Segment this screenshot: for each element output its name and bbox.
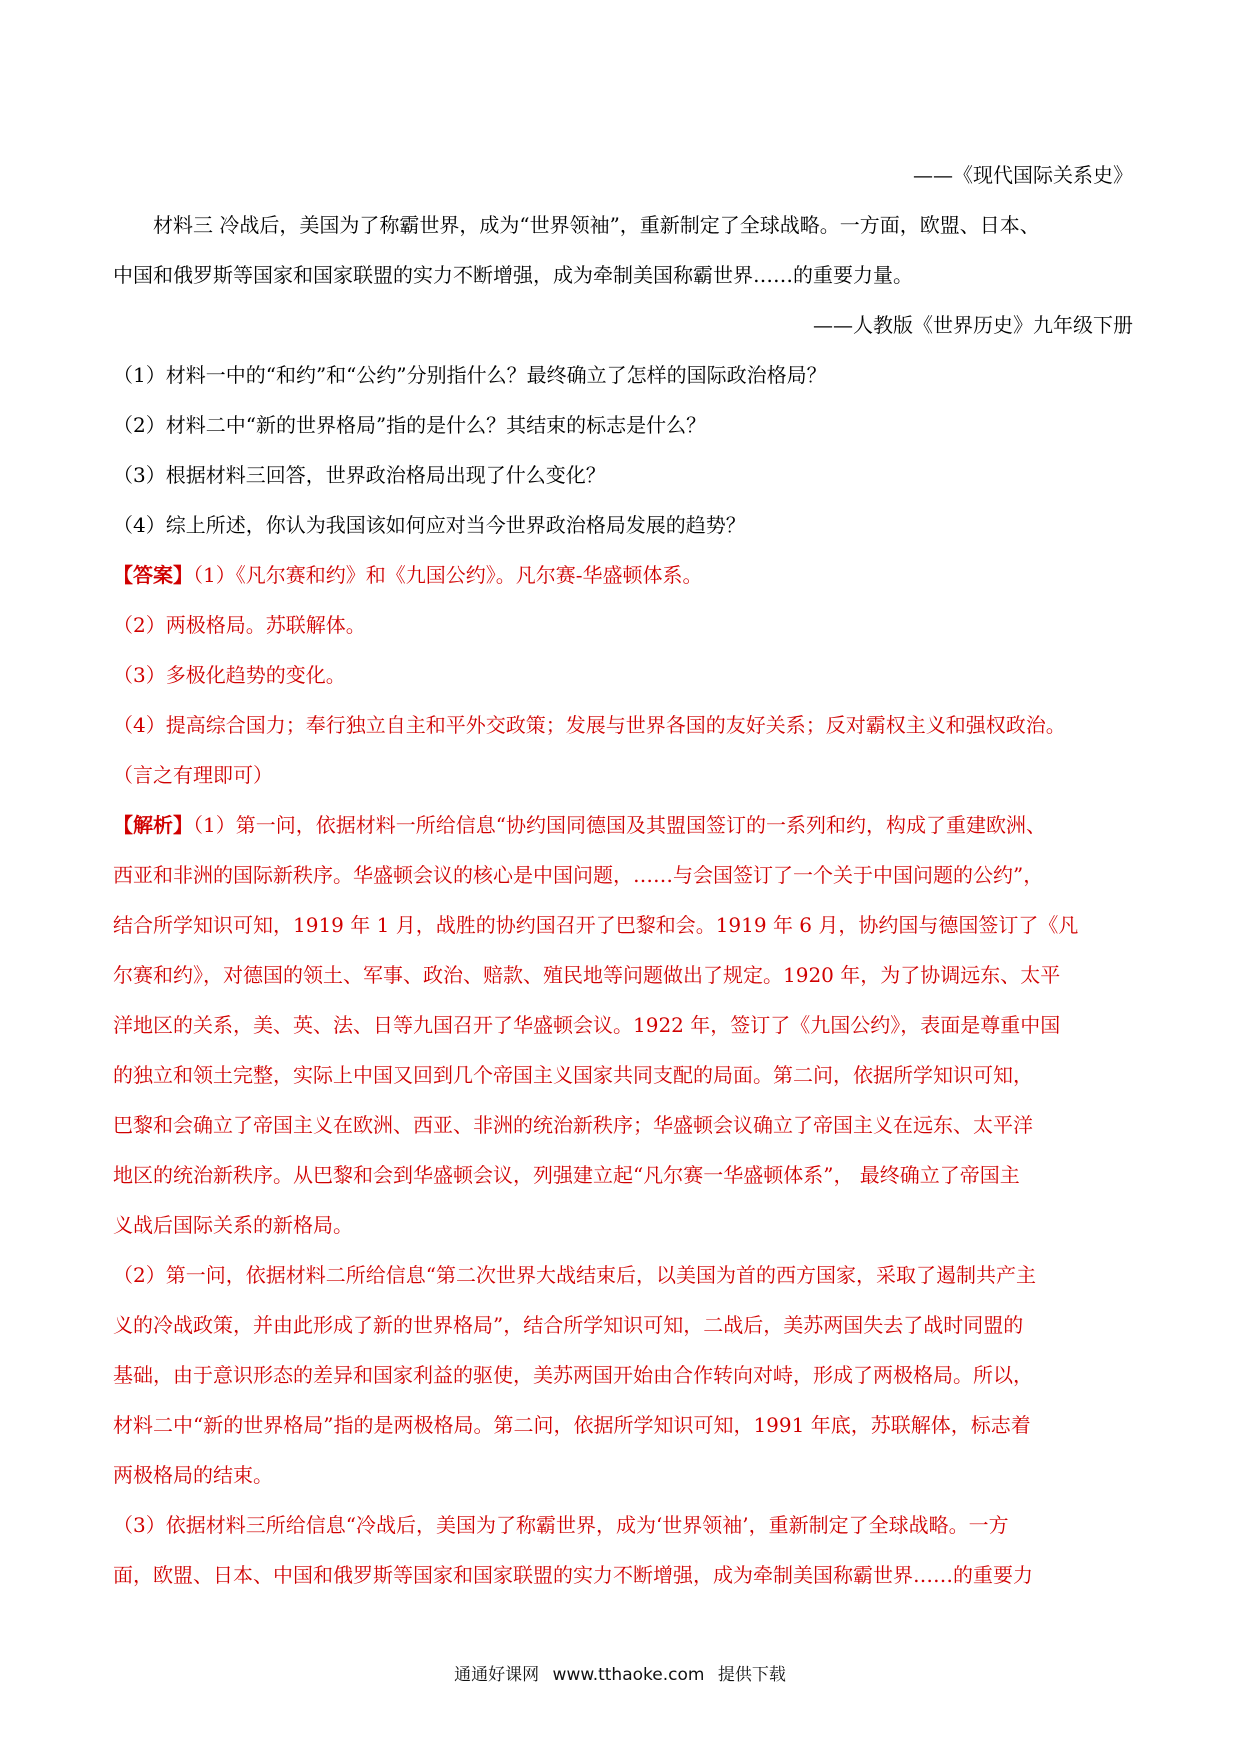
analysis-line-8: 地区的统治新秩序。从巴黎和会到华盛顿会议，列强建立起“凡尔赛一华盛顿体系”， 最终确立了帝国主 (113, 1163, 1020, 1187)
analysis-line-11: 义的冷战政策，并由此形成了新的世界格局”，结合所学知识可知，二战后，美苏两国失去了战时同盟的 (113, 1313, 1024, 1337)
question-4: （4）综上所述，你认为我国该如何应对当今世界政治格局发展的趋势？ (113, 513, 746, 537)
answer-line-5: （言之有理即可） (113, 763, 273, 787)
analysis-line-14: 两极格局的结束。 (113, 1463, 273, 1487)
material-three-line-1: 材料三 冷战后，美国为了称霸世界，成为“世界领袖”，重新制定了全球战略。一方面，欧盟、日本、 (153, 213, 1040, 237)
material-three-line-2: 中国和俄罗斯等国家和国家联盟的实力不断增强，成为牵制美国称霸世界……的重要力量。 (113, 263, 913, 287)
question-3: （3）根据材料三回答，世界政治格局出现了什么变化？ (113, 463, 606, 487)
analysis-line-10: （2）第一问，依据材料二所给信息“第二次世界大战结束后，以美国为首的西方国家，采取了遏制共产主 (113, 1263, 1036, 1287)
analysis-line-15: （3）依据材料三所给信息“冷战后，美国为了称霸世界，成为‘世界领袖’，重新制定了全球战略。一方 (113, 1513, 1009, 1537)
analysis-line-3: 结合所学知识可知，1919 年 1 月，战胜的协约国召开了巴黎和会。1919 年 6 月，协约国与德国签订了《凡 (113, 913, 1079, 937)
material-two-source: ——《现代国际关系史》 (913, 163, 1133, 187)
answer-line-3: （3）多极化趋势的变化。 (113, 663, 346, 687)
analysis-text-1: （1）第一问，依据材料一所给信息“协约国同德国及其盟国签订的一系列和约，构成了重建欧洲、 (193, 813, 1046, 837)
answer-label: 【答案】 (113, 563, 193, 587)
question-1: （1）材料一中的“和约”和“公约”分别指什么？最终确立了怎样的国际政治格局？ (113, 363, 827, 387)
analysis-line-5: 洋地区的关系，美、英、法、日等九国召开了华盛顿会议。1922 年，签订了《九国公约》，表面是尊重中国 (113, 1013, 1061, 1037)
footer-suffix: 提供下载 (717, 1665, 786, 1685)
analysis-line-6: 的独立和领土完整，实际上中国又回到几个帝国主义国家共同支配的局面。第二问，依据所学知识可知， (113, 1063, 1033, 1087)
page-footer (0, 1660, 1240, 1685)
question-2: （2）材料二中“新的世界格局”指的是什么？其结束的标志是什么？ (113, 413, 707, 437)
document-page (113, 150, 1133, 1600)
analysis-line-13: 材料二中“新的世界格局”指的是两极格局。第二问，依据所学知识可知，1991 年底，苏联解体，标志着 (113, 1413, 1031, 1437)
analysis-line-7: 巴黎和会确立了帝国主义在欧洲、西亚、非洲的统治新秩序；华盛顿会议确立了帝国主义在远东、太平洋 (113, 1113, 1033, 1137)
answer-line-4: （4）提高综合国力；奉行独立自主和平外交政策；发展与世界各国的友好关系；反对霸权主义和强权政治。 (113, 713, 1066, 737)
analysis-line-12: 基础，由于意识形态的差异和国家利益的驱使，美苏两国开始由合作转向对峙，形成了两极格局。所以， (113, 1363, 1033, 1387)
analysis-line-2: 西亚和非洲的国际新秩序。华盛顿会议的核心是中国问题，……与会国签订了一个关于中国问题的公约”， (113, 863, 1044, 887)
material-three-source: ——人教版《世界历史》九年级下册 (813, 313, 1133, 337)
analysis-line-4: 尔赛和约》，对德国的领土、军事、政治、赔款、殖民地等问题做出了规定。1920 年，为了协调远东、太平 (113, 963, 1061, 987)
footer-url[interactable]: www.tthaoke.com (552, 1665, 705, 1685)
analysis-line-9: 义战后国际关系的新格局。 (113, 1213, 353, 1237)
analysis-label: 【解析】 (113, 813, 193, 837)
footer-site-name: 通通好课网 (454, 1665, 540, 1685)
answer-text-1: （1）《凡尔赛和约》和《九国公约》。凡尔赛-华盛顿体系。 (193, 563, 703, 587)
analysis-line-16: 面，欧盟、日本、中国和俄罗斯等国家和国家联盟的实力不断增强，成为牵制美国称霸世界……的重要力 (113, 1563, 1033, 1587)
analysis-line-1 (113, 800, 1133, 850)
answer-line-2: （2）两极格局。苏联解体。 (113, 613, 366, 637)
answer-line-1 (113, 550, 1133, 600)
